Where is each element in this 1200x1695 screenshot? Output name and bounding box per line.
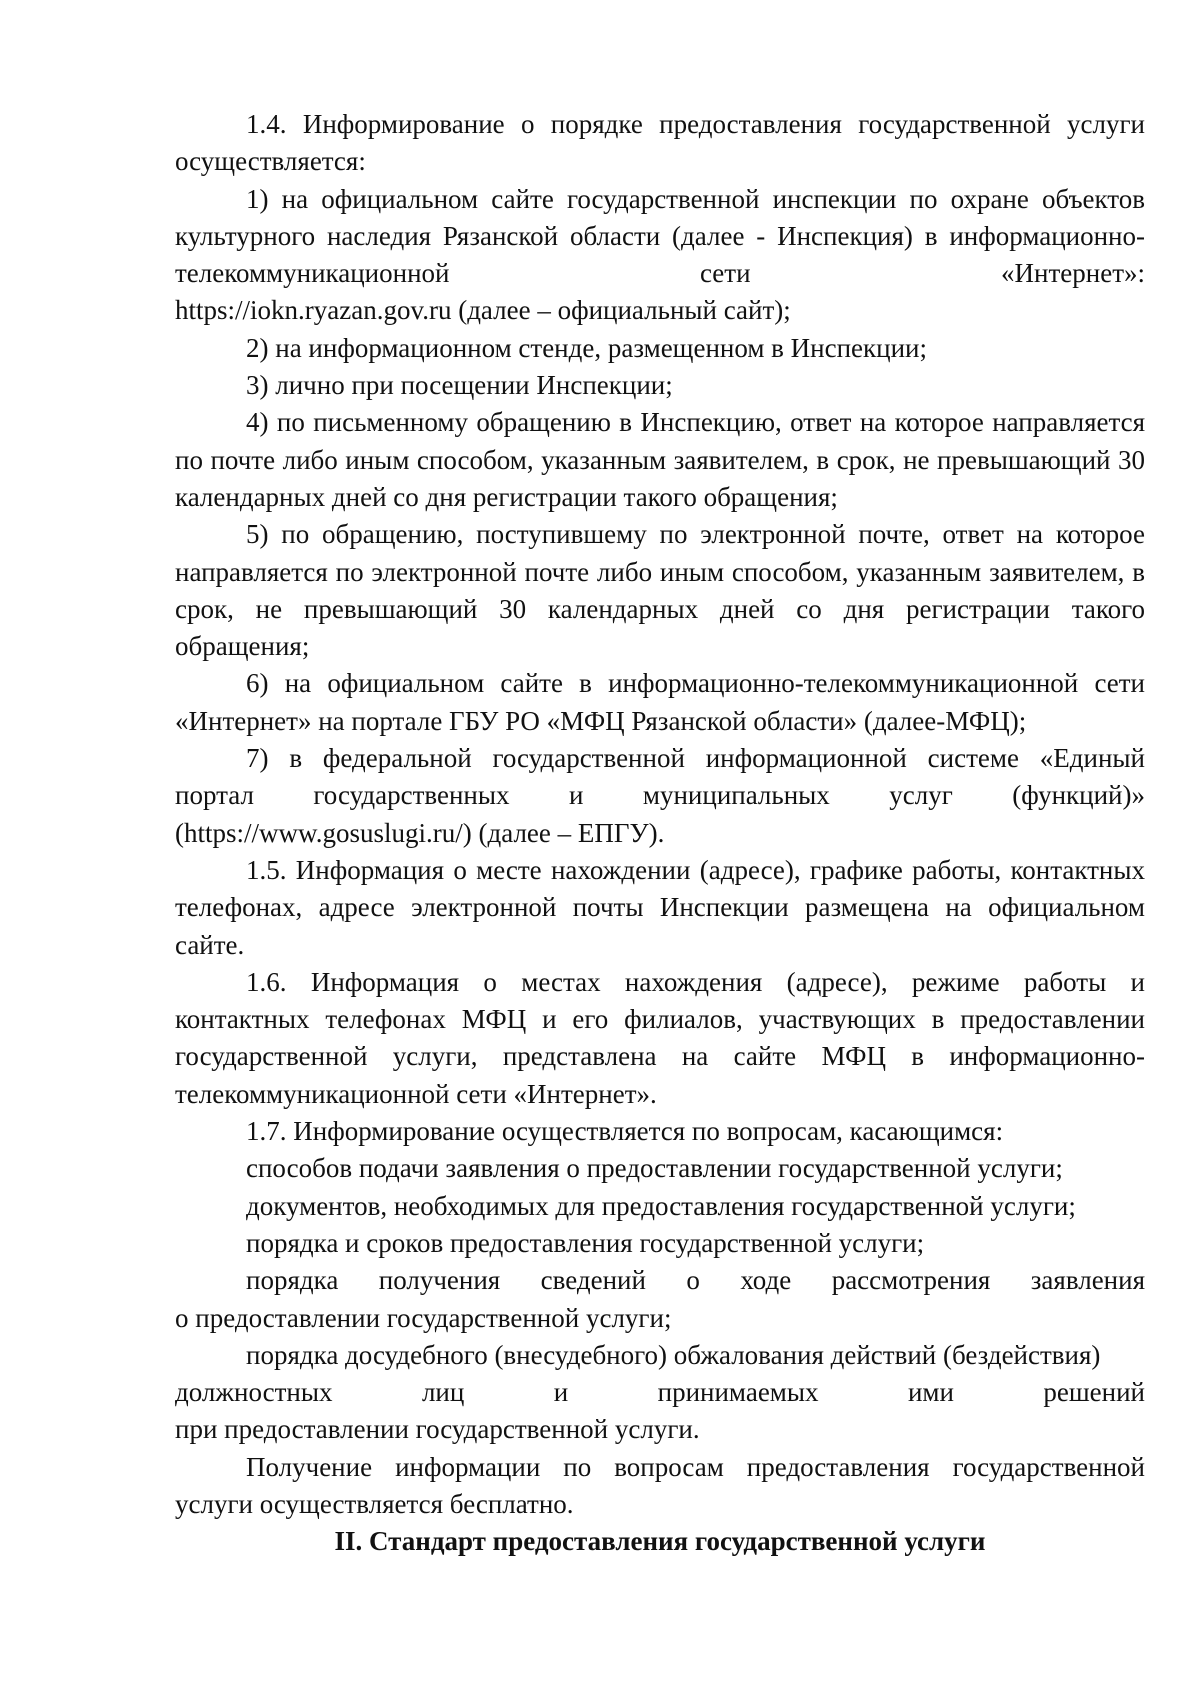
list-item-4-line-2: о предоставлении государственной услуги; — [175, 1302, 672, 1333]
list-item-5-line-3: при предоставлении государственной услуги. — [175, 1414, 700, 1445]
paragraph-1-5: 1.5. Информация о месте нахождении (адресе), графике работы, контактных телефонах, адресе электронной почты Инспекции размещена на официальном сайте. — [175, 854, 1145, 960]
paragraph-1-4: 1.4. Информирование о порядке предоставления государственной услуги осуществляется: — [175, 109, 1145, 177]
paragraph-1-4-item-7-url: (https://www.gosuslugi.ru/) (далее – ЕПГУ). — [175, 817, 665, 848]
list-item-3: порядка и сроков предоставления государственной услуги; — [246, 1227, 925, 1258]
list-item-5-line-2: должностных лиц и принимаемых ими решений — [175, 1377, 1145, 1408]
section-heading: II. Стандарт предоставления государственной услуги — [334, 1526, 986, 1557]
paragraph-free-of-charge: Получение информации по вопросам предоставления государственной услуги осуществляется бесплатно. — [175, 1451, 1145, 1519]
list-item-1: способов подачи заявления о предоставлении государственной услуги; — [246, 1153, 1063, 1184]
list-item-2: документов, необходимых для предоставления государственной услуги; — [246, 1190, 1076, 1221]
paragraph-1-4-item-3: 3) лично при посещении Инспекции; — [246, 370, 673, 401]
paragraph-1-6: 1.6. Информация о местах нахождения (адресе), режиме работы и контактных телефонах МФЦ и его филиалов, участвующих в предоставлении государственной услуги, представлена на сайте МФЦ в информационно-телекоммуникационной сети «Интернет». — [175, 966, 1145, 1109]
list-item-5-line-1: порядка досудебного (внесудебного) обжалования действий (бездействия) — [246, 1339, 1101, 1370]
paragraph-1-4-item-2: 2) на информационном стенде, размещенном в Инспекции; — [246, 332, 928, 363]
paragraph-1-4-item-7: 7) в федеральной государственной информационной системе «Единый портал государственных и муниципальных услуг (функций)» — [175, 743, 1145, 811]
paragraph-1-4-item-1: 1) на официальном сайте государственной инспекции по охране объектов культурного наследия Рязанской области (далее - Инспекция) в информационно-телекоммуникационной сети «Интернет»: — [175, 183, 1145, 289]
paragraph-1-4-item-6: 6) на официальном сайте в информационно-телекоммуникационной сети «Интернет» на портале ГБУ РО «МФЦ Рязанской области» (далее-МФЦ); — [175, 668, 1145, 736]
paragraph-1-4-item-4: 4) по письменному обращению в Инспекцию, ответ на которое направляется по почте либо иным способом, указанным заявителем, в срок, не превышающий 30 календарных дней со дня регистрации такого обращения; — [175, 407, 1145, 512]
list-item-4-line-1: порядка получения сведений о ходе рассмотрения заявления — [246, 1265, 1145, 1296]
document-body — [175, 106, 1145, 1561]
paragraph-1-7: 1.7. Информирование осуществляется по вопросам, касающимся: — [246, 1116, 1004, 1147]
paragraph-1-4-item-1-url: https://iokn.ryazan.gov.ru (далее – официальный сайт); — [175, 295, 791, 326]
paragraph-1-4-item-5: 5) по обращению, поступившему по электронной почте, ответ на которое направляется по электронной почте либо иным способом, указанным заявителем, в срок, не превышающий 30 календарных дней со дня регистрации такого обращения; — [175, 519, 1145, 662]
